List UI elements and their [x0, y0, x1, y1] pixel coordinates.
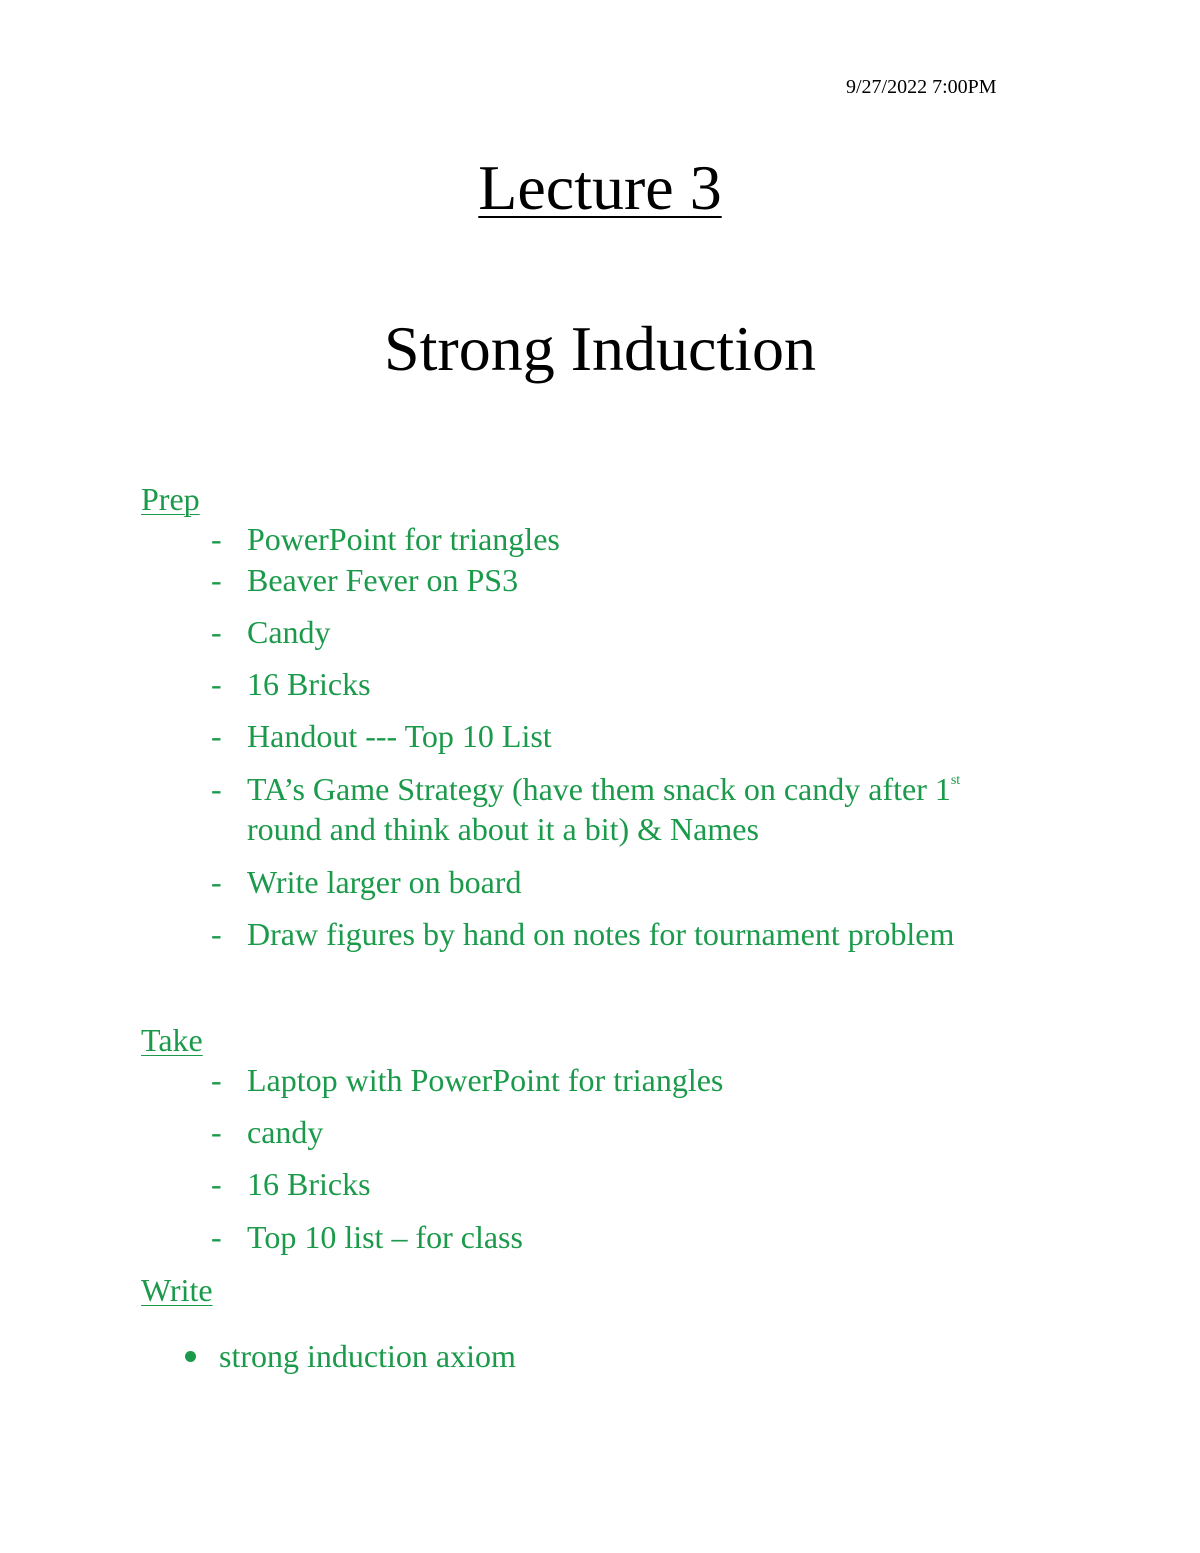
- prep-item-text: Candy: [247, 614, 331, 650]
- take-item: [211, 1217, 1051, 1257]
- prep-item: [211, 664, 1051, 704]
- prep-item-text: Handout --- Top 10 List: [247, 718, 552, 754]
- take-item: [211, 1164, 1051, 1204]
- section-heading-write: Write: [141, 1272, 213, 1308]
- prep-item-text: Draw figures by hand on notes for tournament problem: [247, 916, 955, 952]
- lecture-title: [0, 150, 1200, 226]
- prep-item: [211, 612, 1051, 652]
- prep-item-text: 16 Bricks: [247, 666, 371, 702]
- take-item-text: 16 Bricks: [247, 1166, 371, 1202]
- prep-item: [211, 914, 1051, 954]
- take-item-text: candy: [247, 1114, 324, 1150]
- take-item-text: Top 10 list – for class: [247, 1219, 523, 1255]
- prep-item: [211, 769, 1051, 849]
- topic-title: Strong Induction: [384, 313, 816, 384]
- dash-marker: -: [211, 1114, 222, 1150]
- bullet-dot-icon: [185, 1351, 196, 1362]
- take-item: [211, 1112, 1051, 1152]
- dash-marker: -: [211, 666, 222, 702]
- write-item-text: strong induction axiom: [219, 1338, 516, 1374]
- dash-marker: -: [211, 614, 222, 650]
- dash-marker: -: [211, 521, 222, 557]
- take-item-text: Laptop with PowerPoint for triangles: [247, 1062, 724, 1098]
- section-heading-prep: Prep: [141, 481, 200, 517]
- prep-item: [211, 519, 1051, 559]
- take-item: [211, 1060, 1051, 1100]
- prep-item-text: [247, 769, 1051, 849]
- prep-item-text: Write larger on board: [247, 864, 522, 900]
- prep-item: [211, 862, 1051, 902]
- lecture-title-text: Lecture 3: [478, 152, 722, 223]
- section-heading-take: Take: [141, 1022, 203, 1058]
- timestamp: 9/27/2022 7:00PM: [846, 76, 997, 98]
- prep-item: [211, 716, 1051, 756]
- prep-item: [211, 560, 1051, 600]
- dash-marker: -: [211, 864, 222, 900]
- dash-marker: -: [211, 916, 222, 952]
- dash-marker: -: [211, 1219, 222, 1255]
- prep-item-text: Beaver Fever on PS3: [247, 562, 519, 598]
- dash-marker: -: [211, 562, 222, 598]
- ordinal-superscript: st: [950, 773, 961, 788]
- dash-marker: -: [211, 771, 222, 807]
- prep-item-text-line2: round and think about it a bit) & Names: [247, 811, 759, 847]
- write-item: [185, 1336, 516, 1376]
- dash-marker: -: [211, 1062, 222, 1098]
- prep-item-text: PowerPoint for triangles: [247, 521, 560, 557]
- dash-marker: -: [211, 1166, 222, 1202]
- prep-item-text-line1: TA’s Game Strategy (have them snack on candy after 1: [247, 771, 951, 807]
- dash-marker: -: [211, 718, 222, 754]
